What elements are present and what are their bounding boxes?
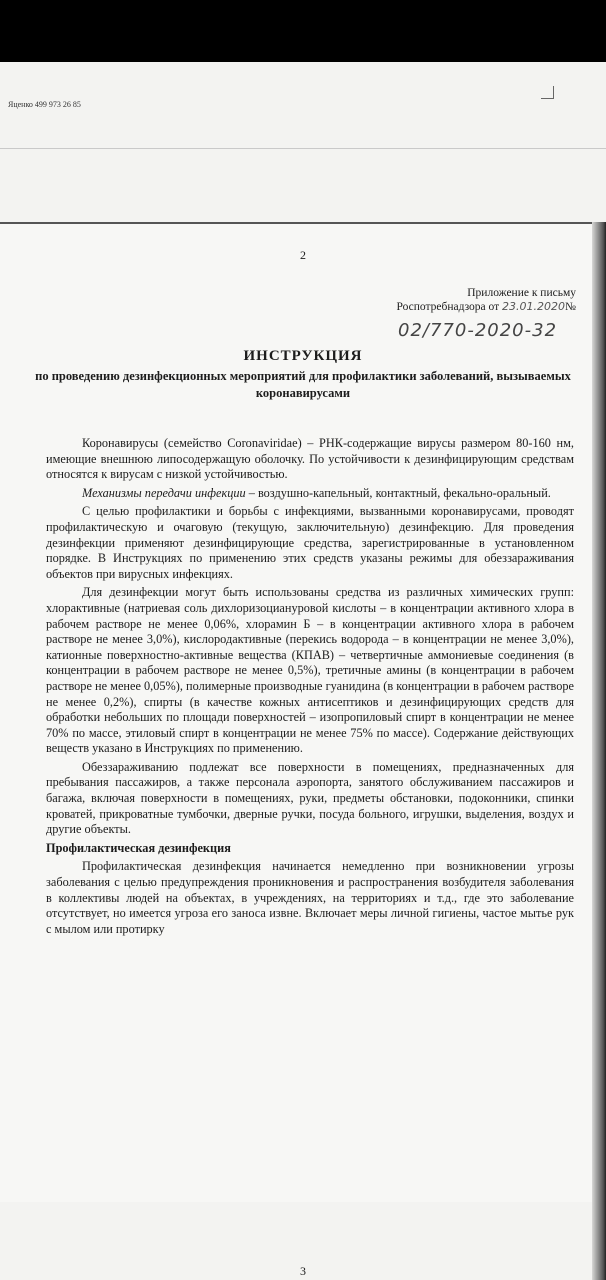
attachment-line2 <box>396 300 576 314</box>
attachment-note <box>396 286 576 314</box>
separator-line <box>0 148 606 149</box>
paragraph-2-rest: – воздушно-капельный, контактный, фекально-оральный. <box>245 485 551 500</box>
document-title: ИНСТРУКЦИЯ <box>243 348 363 364</box>
handwritten-date: 23.01.2020 <box>502 300 566 313</box>
black-top-bar <box>0 0 606 62</box>
attachment-line1: Приложение к письму <box>467 287 576 299</box>
corner-mark <box>541 86 554 99</box>
paragraph-2-emphasis: Механизмы передачи инфекции <box>82 485 246 500</box>
page-number-bottom: 3 <box>300 1264 306 1278</box>
paragraph-3: С целью профилактики и борьбы с инфекциями, вызванными коронавирусами, проводят профилактическую и очаговую (текущую, заключительную) дезинфекцию. Для проведения дезинфекции применяют дезинфицирующие средства, зарегистрированные в установленном порядке. В Инструкциях по применению этих средств указаны режимы для обеззараживания объектов при вирусных инфекциях. <box>46 504 574 581</box>
paragraph-2 <box>46 486 574 502</box>
section-heading: Профилактическая дезинфекция <box>46 840 231 855</box>
number-sign: № <box>565 301 576 313</box>
paragraph-4: Для дезинфекции могут быть использованы средства из различных химических групп: хлорактивные (натриевая соль дихлоризоциануровой кислоты – в концентрации активного хлора в рабочем растворе не менее 0,06%, хлорамин Б – в концентрации активного хлора в рабочем растворе не менее 3,0%), кислородактивные (перекись водорода – в концентрации не менее 3,0%), катионные поверхностно-активные вещества (КПАВ) – четвертичные аммониевые соединения (в концентрации в рабочем растворе не менее 0,5%), третичные амины (в концентрации в рабочем растворе не менее 0,05%), полимерные производные гуанидина (в концентрации в рабочем растворе не менее 0,2%), спирты (в качестве кожных антисептиков и дезинфицирующих средств для обработки небольших по площади поверхностей – изопропиловый спирт в концентрации не менее 70% по массе, этиловый спирт в концентрации не менее 75% по массе). Содержание действующих веществ указано в Инструкциях по применению. <box>46 585 574 756</box>
attachment-prefix: Роспотребнадзора от <box>396 301 500 313</box>
paragraph-1: Коронавирусы (семейство Coronaviridae) – РНК-содержащие вирусы размером 80-160 нм, имеющие внешнюю липосодержащую оболочку. По устойчивости к дезинфицирующим средствам относятся к вирусам с низкой устойчивостью. <box>46 436 574 482</box>
paragraph-5: Обеззараживанию подлежат все поверхности в помещениях, предназначенных для пребывания пассажиров, а также персонала аэропорта, занятого обслуживанием пассажиров и багажа, включая поверхности в помещениях, руки, предметы обстановки, подоконники, спинки кроватей, прикроватные тумбочки, дверные ручки, посуда больного, игрушки, выделения, воздух и другие объекты. <box>46 759 574 837</box>
handwritten-number: 02/770-2020-32 <box>398 320 558 341</box>
document-subtitle: по проведению дезинфекционных мероприятий для профилактики заболеваний, вызываемых коронавирусами <box>35 369 571 400</box>
fax-header: Яценко 499 973 26 85 <box>8 100 81 109</box>
document-body <box>46 436 574 940</box>
paragraph-6: Профилактическая дезинфекция начинается немедленно при возникновении угрозы заболевания с целью предупреждения проникновения и распространения возбудителя заболевания в коллективы людей на объектах, в учреждениях, на территориях и т.д., где это заболевание отсутствует, но имеется угроза его заноса извне. Включает меры личной гигиены, частое мытье рук с мылом или протирку <box>46 859 574 936</box>
page-number-top: 2 <box>300 248 306 262</box>
